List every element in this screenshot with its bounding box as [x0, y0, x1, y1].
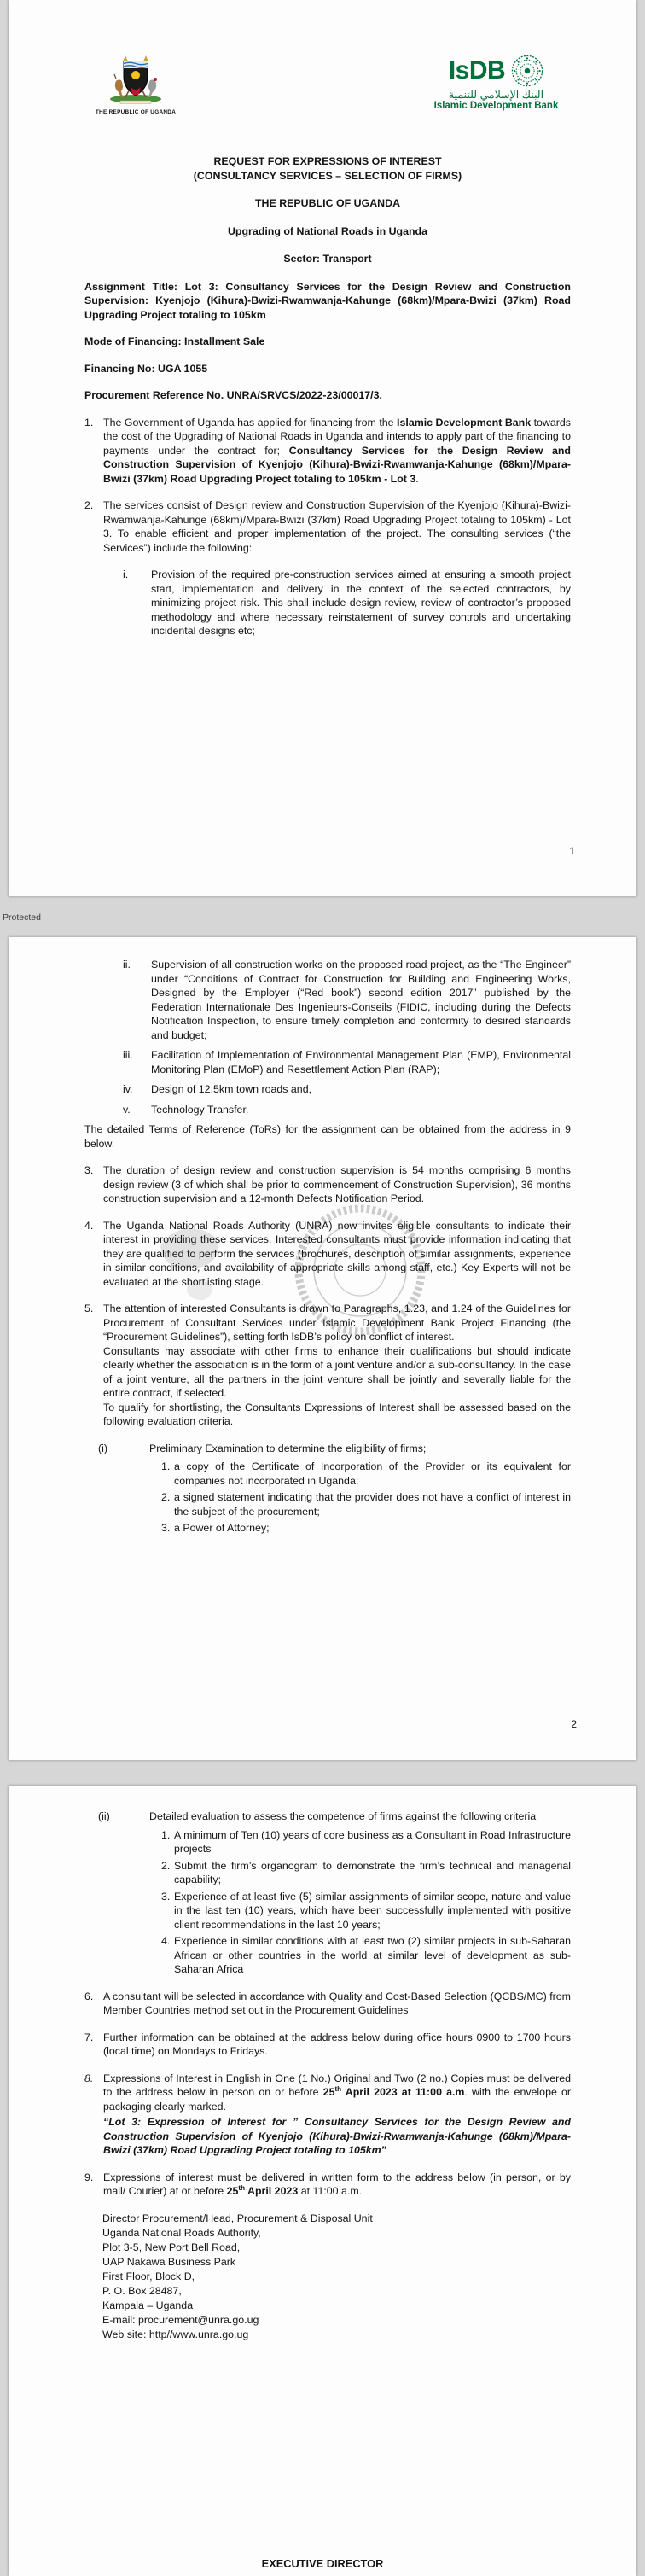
- service-item-iv-number: iv.: [123, 1083, 133, 1095]
- evaluation-ii-title: Detailed evaluation to assess the competence of firms against the following criteria: [149, 1810, 537, 1822]
- evaluation-i-items: [84, 1460, 571, 1536]
- paragraph-5-text-a: The attention of interested Consultants is drawn to Paragraphs, 1.23, and 1.24 of the Guidelines for Procurement of Consultant Services under Islamic Development Bank Project Financing (the “Procurement Guidelines”), setting forth IsDB’s policy on conflict of interest.: [103, 1303, 571, 1343]
- doc-project: Upgrading of National Roads in Uganda: [227, 224, 428, 237]
- evaluation-ii-item-2: [84, 1859, 571, 1887]
- evaluation-ii: [84, 1810, 571, 1824]
- service-item-i-number: i.: [123, 568, 129, 580]
- evaluation-i-item-3-number: 3.: [161, 1522, 171, 1534]
- doc-sector: Sector: Transport: [283, 253, 372, 265]
- paragraph-8-text: Expressions of Interest in English in One (1 No.) Original and Two (2 no.) Copies must be delivered to the address below in person on or before 25th April 2023 at 11:00 a.m. with the envelope or packaging clearly marked.: [103, 2072, 571, 2113]
- paragraph-5-text-b: Consultants may associate with other firms to enhance their qualifications but should indicate clearly whether the association is in the form of a joint venture and/or a sub-consultancy. In the case of a joint venture, all the partners in the joint venture shall be jointly and severally liable for the entire contract, if selected.: [103, 1344, 571, 1399]
- address-line-email: E-mail: procurement@unra.go.ug: [102, 2313, 259, 2326]
- paragraph-6-number: 6.: [84, 1990, 94, 2002]
- doc-country: THE REPUBLIC OF UGANDA: [254, 197, 401, 209]
- tors-note: The detailed Terms of Reference (ToRs) for the assignment can be obtained from the address in 9 below.: [84, 1123, 571, 1150]
- page-number-2: 2: [571, 1718, 577, 1730]
- service-item-iii-text: Facilitation of Implementation of Environmental Management Plan (EMP), Environmental Monitoring Plan (EMoP) and Resettlement Action Plan (RAP);: [151, 1049, 571, 1075]
- isdb-wordmark: IsDB: [448, 56, 506, 85]
- paragraph-4: [84, 1219, 571, 1290]
- paragraph-4-text: The Uganda National Roads Authority (UNRA) now invites eligible consultants to indicate their interest in providing these services. Interested consultants must provide information indicating that they are qualified to perform the services (brochures, description of similar assignments, experience in similar conditions, and availability of appropriate skills among staff, etc.) Key Experts will not be evaluated at the shortlisting stage.: [103, 1219, 571, 1288]
- service-item-ii-text: Supervision of all construction works on the proposed road project, as the “The Engineer” under “Conditions of Contract for Construction for Building and Engineering Works, Designed by the Employer (“Red book”) second edition 2017” published by the Federation Internationale Des Ingenieurs-Conseils (FIDIC, including during the Defects Notification Inspection, to ensure timely completion and conformity to desired standards and budget;: [151, 959, 571, 1041]
- paragraph-3-number: 3.: [84, 1164, 94, 1176]
- evaluation-ii-item-2-number: 2.: [161, 1859, 171, 1872]
- header-logos: [84, 55, 571, 115]
- doc-title-line2: (CONSULTANCY SERVICES – SELECTION OF FIRMS): [193, 169, 462, 182]
- service-item-ii: [84, 958, 571, 1042]
- service-item-iii: [84, 1048, 571, 1076]
- evaluation-ii-item-1-number: 1.: [161, 1828, 171, 1841]
- executive-director-signoff: EXECUTIVE DIRECTOR: [261, 2557, 384, 2570]
- page-2: [9, 937, 636, 1760]
- paragraph-5-number: 5.: [84, 1303, 94, 1314]
- service-item-v: [84, 1103, 571, 1117]
- evaluation-i-item-2-text: a signed statement indicating that the provider does not have a conflict of interest in the subject of the procurement;: [174, 1491, 571, 1518]
- paragraph-1-number: 1.: [84, 416, 94, 428]
- address-line-city: Kampala – Uganda: [102, 2299, 194, 2311]
- isdb-english-name: Islamic Development Bank: [433, 101, 559, 111]
- envelope-marking-text: “Lot 3: Expression of Interest for ” Consultancy Services for the Design Review and Construction Supervision of Kyenjojo (Kihura)-Bwizi-Rwamwanja-Kahunge (68km)/Mpara-Bwizi (37km) Road Upgrading Project totaling to 105km”: [103, 2116, 571, 2156]
- paragraph-2-number: 2.: [84, 499, 94, 511]
- service-item-iv: [84, 1082, 571, 1097]
- service-item-i-text: Provision of the required pre-construction services aimed at ensuring a smooth project start, implementation and delivery in the context of the selected contractors, by minimizing project risk. This shall include design review, review of contractor’s proposed methodology and where necessary reinstatement of survey controls and undertaking incidental designs etc;: [151, 568, 571, 637]
- financing-no: Financing No: UGA 1055: [84, 362, 208, 375]
- evaluation-i-item-1-number: 1.: [161, 1460, 171, 1472]
- evaluation-i-item-3: [84, 1521, 571, 1536]
- evaluation-i-item-2: [84, 1490, 571, 1518]
- page-1: [9, 0, 636, 896]
- paragraph-3-text: The duration of design review and construction supervision is 54 months comprising 6 months design review (3 of which shall be prior to commencement of Construction Supervision), 36 months construction supervision and a 12-month Defects Notification Period.: [103, 1164, 571, 1204]
- service-item-ii-number: ii.: [123, 959, 131, 970]
- paragraph-2-text: The services consist of Design review and Construction Supervision of the Kyenjojo (Kihura)-Bwizi-Rwamwanja-Kahunge (68km)/Mpara-Bwizi (37km) Road Upgrading Project totaling to 105km) - Lot 3. To enable efficient and proper implementation of the project. The consulting services (“the Services”) include the following:: [103, 499, 571, 554]
- address-line-title: Director Procurement/Head, Procurement & Disposal Unit: [102, 2212, 373, 2224]
- address-line-website: Web site: http//www.unra.go.ug: [102, 2328, 249, 2340]
- evaluation-i-item-1: [84, 1460, 571, 1488]
- uganda-logo: [84, 55, 187, 115]
- evaluation-i: [84, 1442, 571, 1456]
- paragraph-7: [84, 2031, 571, 2059]
- paragraph-5-text-c: To qualify for shortlisting, the Consultants Expressions of Interest shall be assessed based on the following evaluation criteria.: [103, 1401, 571, 1427]
- contact-address-block: [102, 2212, 571, 2342]
- paragraph-9-number: 9.: [84, 2171, 94, 2183]
- service-item-v-text: Technology Transfer.: [151, 1103, 249, 1116]
- evaluation-i-item-1-text: a copy of the Certificate of Incorporation of the Provider or its equivalent for companies not incorporated in Uganda;: [174, 1460, 571, 1487]
- isdb-emblem-icon: [511, 55, 543, 87]
- procurement-reference: Procurement Reference No. UNRA/SRVCS/2022-23/00017/3.: [84, 389, 382, 401]
- evaluation-ii-number: (ii): [98, 1810, 110, 1822]
- paragraph-4-number: 4.: [84, 1219, 94, 1232]
- paragraph-2: [84, 498, 571, 555]
- address-line-park: UAP Nakawa Business Park: [102, 2255, 236, 2268]
- evaluation-ii-item-3-number: 3.: [161, 1890, 171, 1903]
- evaluation-ii-item-1: [84, 1828, 571, 1856]
- service-item-iii-number: iii.: [123, 1049, 133, 1061]
- evaluation-ii-item-4-text: Experience in similar conditions with at least two (2) similar projects in sub-Saharan African or other countries in the world at similar level of development as sub-Saharan Africa: [174, 1935, 571, 1975]
- uganda-logo-caption: THE REPUBLIC OF UGANDA: [95, 109, 177, 115]
- address-line-pobox: P. O. Box 28487,: [102, 2284, 182, 2297]
- service-item-iv-text: Design of 12.5km town roads and,: [151, 1083, 312, 1095]
- address-line-plot: Plot 3-5, New Port Bell Road,: [102, 2241, 241, 2253]
- paragraph-1-text: The Government of Uganda has applied for financing from the Islamic Development Bank towards the cost of the Upgrading of National Roads in Uganda and intends to apply part of the financing to payments under the contract for; Consultancy Services for the Design Review and Construction Supervision of Kyenjojo (Kihura)-Bwizi-Rwamwanja-Kahunge (68km)/Mpara-Bwizi (37km) Road Upgrading Project totaling to 105km - Lot 3.: [103, 416, 571, 485]
- evaluation-i-item-2-number: 2.: [161, 1491, 171, 1503]
- paragraph-1: [84, 416, 571, 487]
- paragraph-3: [84, 1163, 571, 1206]
- isdb-logo: [421, 55, 571, 111]
- address-line-authority: Uganda National Roads Authority,: [102, 2226, 261, 2239]
- evaluation-i-number: (i): [98, 1442, 108, 1454]
- evaluation-i-title: Preliminary Examination to determine the eligibility of firms;: [149, 1442, 427, 1454]
- paragraph-7-number: 7.: [84, 2031, 94, 2043]
- address-line-floor: First Floor, Block D,: [102, 2270, 195, 2282]
- evaluation-ii-item-3: [84, 1890, 571, 1932]
- paragraph-8: [84, 2072, 571, 2114]
- uganda-coat-of-arms-icon: [96, 55, 175, 104]
- paragraph-6-text: A consultant will be selected in accordance with Quality and Cost-Based Selection (QCBS/MC) from Member Countries method set out in the Procurement Guidelines: [103, 1990, 571, 2016]
- evaluation-i-item-3-text: a Power of Attorney;: [174, 1522, 270, 1534]
- evaluation-ii-item-1-text: A minimum of Ten (10) years of core business as a Consultant in Road Infrastructure projects: [174, 1828, 571, 1855]
- isdb-arabic-name: البنك الإسلامي للتنمية: [448, 89, 544, 101]
- financing-mode: Mode of Financing: Installment Sale: [84, 335, 265, 347]
- paragraph-7-text: Further information can be obtained at the address below during office hours 0900 to 1700 hours (local time) on Mondays to Fridays.: [103, 2031, 571, 2057]
- evaluation-ii-item-2-text: Submit the firm’s organogram to demonstrate the firm’s technical and managerial capability;: [174, 1859, 571, 1885]
- evaluation-ii-item-4-number: 4.: [161, 1935, 171, 1947]
- assignment-title: Assignment Title: Lot 3: Consultancy Services for the Design Review and Construction Supervision: Kyenjojo (Kihura)-Bwizi-Rwamwanja-Kahunge (68km)/Mpara-Bwizi (37km) Road Upgrading Project totaling to 105km: [84, 280, 571, 321]
- service-item-i: [84, 568, 571, 638]
- paragraph-9-text: Expressions of interest must be delivered in written form to the address below (in person, or by mail/ Courier) at or before 25th April 2023 at 11:00 a.m.: [103, 2171, 571, 2197]
- paragraph-8-number: 8.: [84, 2072, 94, 2084]
- doc-title-line1: REQUEST FOR EXPRESSIONS OF INTEREST: [213, 155, 442, 167]
- paragraph-5: [84, 1302, 571, 1344]
- evaluation-ii-items: [84, 1828, 571, 1977]
- page-3: [9, 1786, 636, 2576]
- evaluation-ii-item-4: [84, 1934, 571, 1977]
- paragraph-9: [84, 2171, 571, 2199]
- page-number-1: 1: [569, 845, 575, 857]
- protected-label: Protected: [3, 912, 41, 923]
- paragraph-6: [84, 1990, 571, 2018]
- evaluation-ii-item-3-text: Experience of at least five (5) similar assignments of similar scope, nature and value in the last ten (10) years, which have been successfully implemented with positive client recommendations in the last 10 years;: [174, 1890, 571, 1931]
- service-item-v-number: v.: [123, 1103, 131, 1116]
